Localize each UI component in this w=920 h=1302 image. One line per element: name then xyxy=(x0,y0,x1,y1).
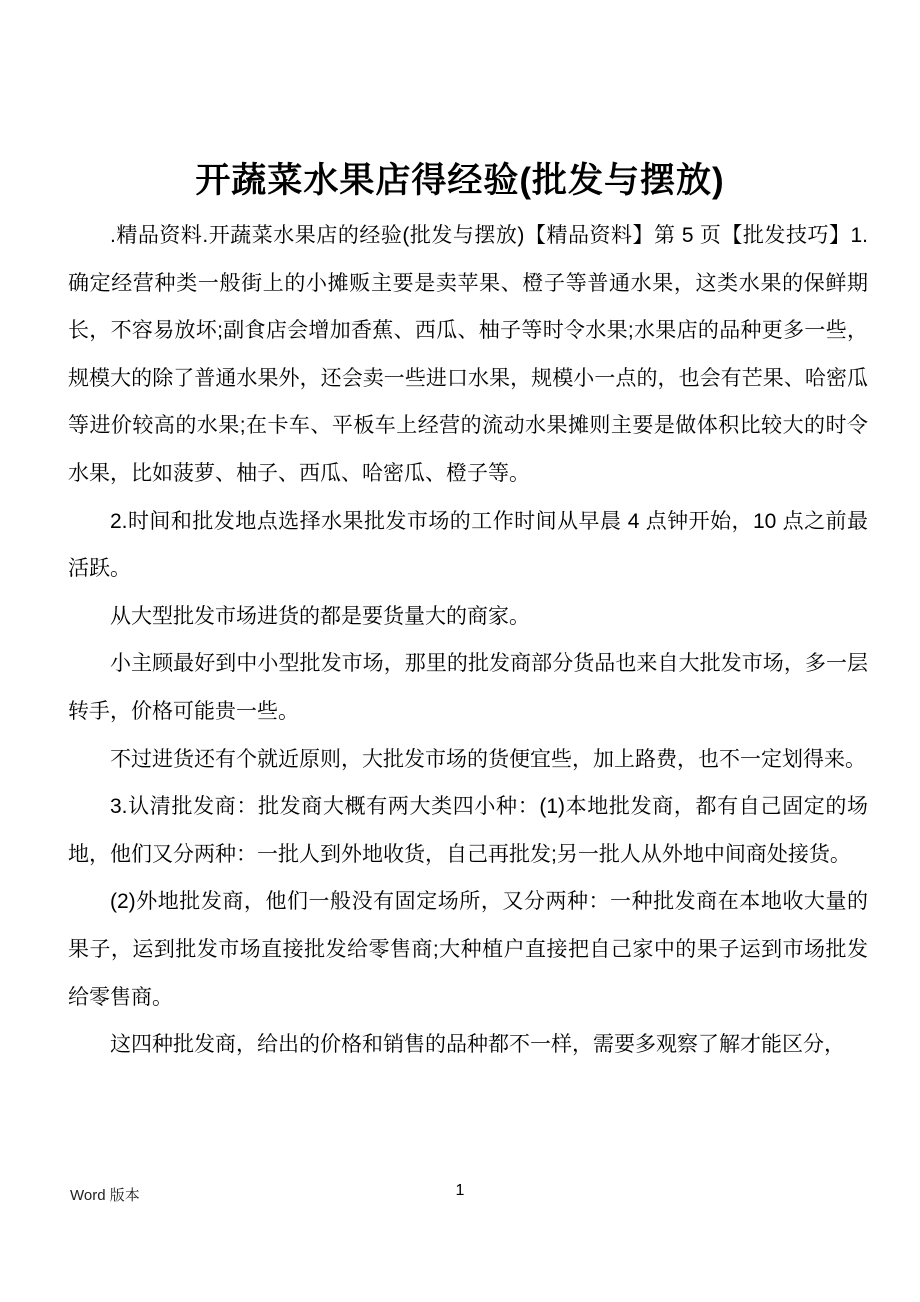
paragraph-four-wholesaler-types: 这四种批发商，给出的价格和销售的品种都不一样，需要多观察了解才能区分， xyxy=(110,1033,845,1057)
document-title: 开蔬菜水果店得经验(批发与摆放) xyxy=(195,161,725,201)
paragraph-proximity-principle: 不过进货还有个就近原则，大批发市场的货便宜些，加上路费，也不一定划得来。 xyxy=(110,747,866,771)
footer-page-number: 1 xyxy=(455,1182,465,1199)
paragraph-intro-and-section1: .精品资料.开蔬菜水果店的经验(批发与摆放)【精品资料】第 5 页【批发技巧】1.确定经营种类一般街上的小摊贩主要是卖苹果、橙子等普通水果，这类水果的保鲜期长，不容易放坏;副食店会增加香蕉、西瓜、柚子等时令水果;水果店的品种更多一些，规模大的除了普通水果外，还会卖一些进口水果，规模小一点的，也会有芒果、哈密瓜等进价较高的水果;在卡车、平板车上经营的流动水果摊则主要是做体积比较大的时令水果，比如菠萝、柚子、西瓜、哈密瓜、橙子等。 xyxy=(68,224,868,485)
paragraph-nonlocal-wholesalers: (2)外地批发商，他们一般没有固定场所，又分两种：一种批发商在本地收大量的果子，运到批发市场直接批发给零售商;大种植户直接把自己家中的果子运到市场批发给零售商。 xyxy=(68,890,868,1009)
paragraph-section3-local-wholesalers: 3.认清批发商：批发商大概有两大类四小种：(1)本地批发商，都有自己固定的场地，他们又分两种：一批人到外地收货，自己再批发;另一批人从外地中间商处接货。 xyxy=(68,795,868,866)
paragraph-small-buyers: 小主顾最好到中小型批发市场，那里的批发商部分货品也来自大批发市场，多一层转手，价格可能贵一些。 xyxy=(68,652,868,723)
paragraph-section2-time-location: 2.时间和批发地点选择水果批发市场的工作时间从早晨 4 点钟开始，10 点之前最活跃。 xyxy=(68,509,868,581)
paragraph-large-market: 从大型批发市场进货的都是要货量大的商家。 xyxy=(110,604,530,628)
footer-word-version-label: Word 版本 xyxy=(70,1187,140,1204)
document-body xyxy=(68,212,868,1069)
